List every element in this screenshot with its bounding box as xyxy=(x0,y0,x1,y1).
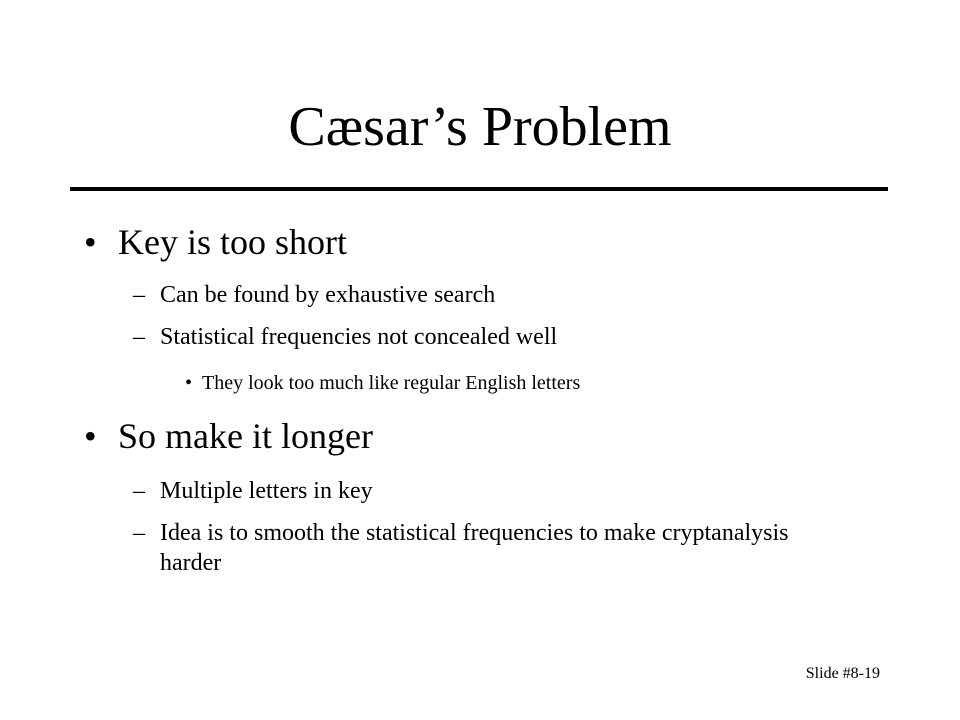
title-divider xyxy=(70,187,888,191)
sub-bullet-text: Statistical frequencies not concealed well xyxy=(160,324,558,350)
slide-number: Slide #8-19 xyxy=(805,665,880,682)
bullet-marker: • xyxy=(84,416,97,456)
sub-bullet-item xyxy=(133,518,840,578)
bullet-text: Key is too short xyxy=(118,222,347,262)
dash-marker: – xyxy=(133,282,145,308)
slide-title: Cæsar’s Problem xyxy=(288,96,672,158)
bullet-item xyxy=(84,221,347,263)
bullet-marker: • xyxy=(185,372,193,394)
sub-bullet-item xyxy=(133,476,373,506)
sub-sub-bullet-text: They look too much like regular English letters xyxy=(202,372,581,394)
sub-bullet-text: Idea is to smooth the statistical frequencies to make cryptanalysis harder xyxy=(160,520,789,576)
bullet-item xyxy=(84,415,373,457)
sub-bullet-item xyxy=(133,280,496,310)
sub-bullet-text: Can be found by exhaustive search xyxy=(160,282,496,308)
bullet-text: So make it longer xyxy=(118,416,373,456)
sub-bullet-item xyxy=(133,322,558,352)
sub-sub-bullet-item xyxy=(185,370,581,396)
dash-marker: – xyxy=(133,520,145,546)
bullet-marker: • xyxy=(84,222,97,262)
sub-bullet-text: Multiple letters in key xyxy=(160,478,373,504)
dash-marker: – xyxy=(133,324,145,350)
dash-marker: – xyxy=(133,478,145,504)
